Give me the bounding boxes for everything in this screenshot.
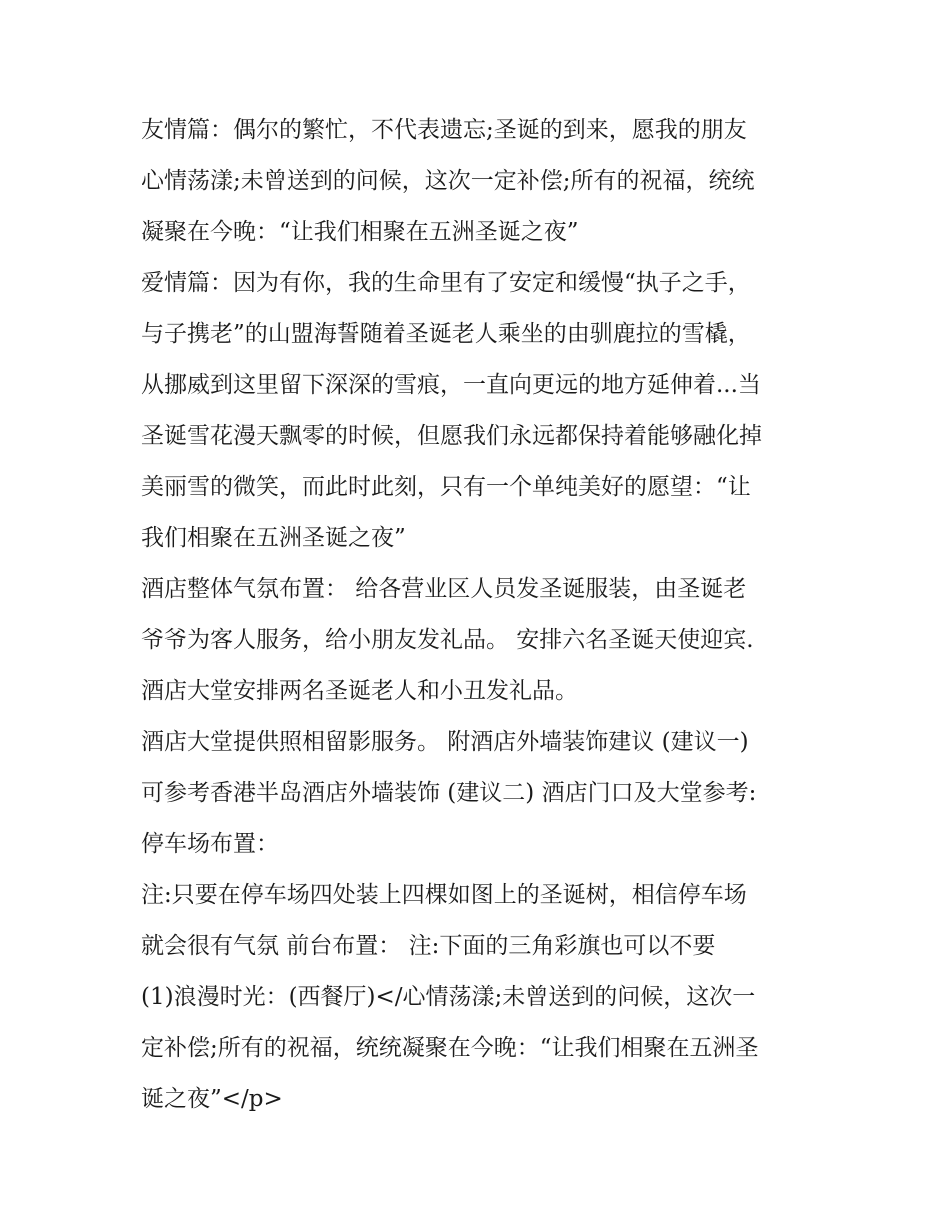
text-line: 从挪威到这里留下深深的雪痕，一直向更远的地方延伸着...当 [141, 372, 761, 398]
text-line: 定补偿;所有的祝福，统统凝聚在今晚：“让我们相聚在五洲圣 [141, 1035, 759, 1061]
body-text [141, 105, 821, 1125]
text-line: 圣诞雪花漫天飘零的时候，但愿我们永远都保持着能够融化掉 [141, 423, 762, 449]
text-line: 心情荡漾;未曾送到的问候，这次一定补偿;所有的祝福，统统 [141, 168, 755, 194]
text-line: 酒店大堂安排两名圣诞老人和小丑发礼品。 [141, 678, 578, 704]
text-line: 可参考香港半岛酒店外墙装饰 (建议二) 酒店门口及大堂参考: [141, 780, 757, 806]
text-line: 与子携老”的山盟海誓随着圣诞老人乘坐的由驯鹿拉的雪橇， [141, 321, 751, 347]
text-line: 停车场布置： [141, 831, 279, 857]
text-line: (1)浪漫时光：(西餐厅)</心情荡漾;未曾送到的问候，这次一 [141, 984, 756, 1010]
text-line: 美丽雪的微笑，而此时此刻，只有一个单纯美好的愿望：“让 [141, 474, 751, 500]
text-line: 就会很有气氛 前台布置： 注:下面的三角彩旗也可以不要 [141, 933, 716, 959]
text-line: 凝聚在今晚：“让我们相聚在五洲圣诞之夜” [141, 219, 579, 245]
text-line: 爷爷为客人服务，给小朋友发礼品。 安排六名圣诞天使迎宾. [141, 627, 754, 653]
text-line: 注:只要在停车场四处装上四棵如图上的圣诞树，相信停车场 [141, 882, 747, 908]
text-line: 酒店大堂提供照相留影服务。 附酒店外墙装饰建议 (建议一) [141, 729, 749, 755]
text-line: 酒店整体气氛布置： 给各营业区人员发圣诞服装，由圣诞老 [141, 576, 747, 602]
text-line: 我们相聚在五洲圣诞之夜” [141, 525, 406, 551]
text-line: 诞之夜”</p> [141, 1086, 283, 1112]
text-line: 友情篇：偶尔的繁忙，不代表遗忘;圣诞的到来，愿我的朋友 [141, 117, 747, 143]
text-line: 爱情篇：因为有你，我的生命里有了安定和缓慢“执子之手， [141, 270, 751, 296]
